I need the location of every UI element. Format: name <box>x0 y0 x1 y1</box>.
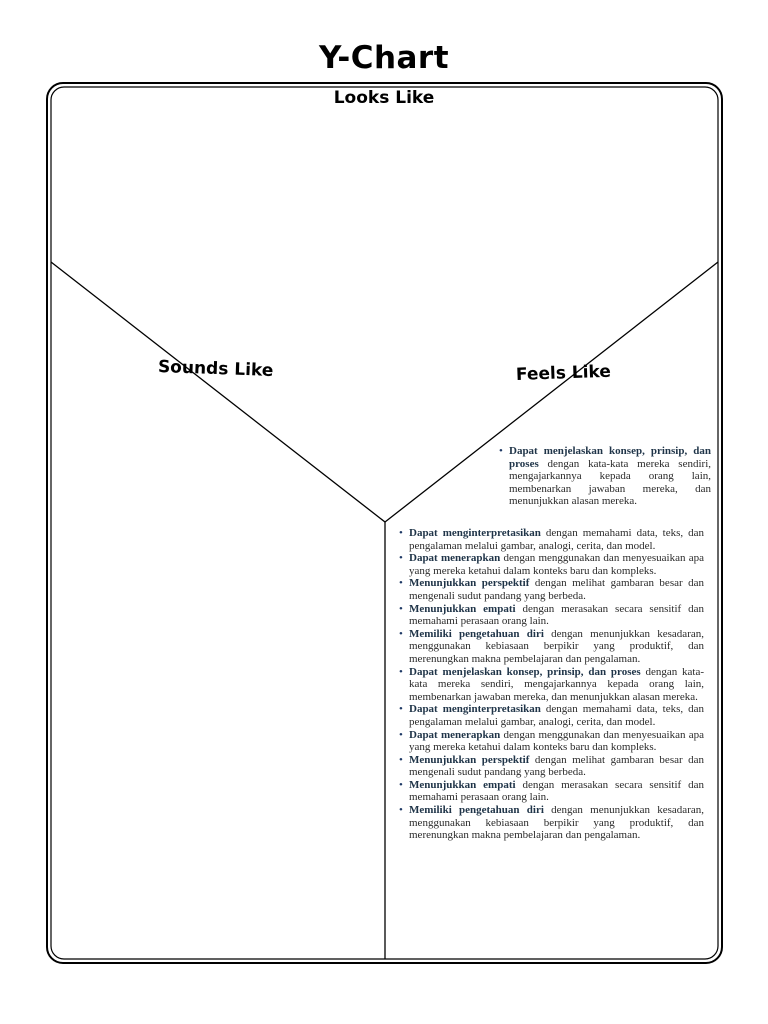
list-item <box>409 804 704 842</box>
list-item-term: Memiliki pengetahuan diri <box>409 804 544 817</box>
list-item <box>409 552 704 577</box>
list-item-text: dengan melihat gambaran besar dan mengenali sudut pandang yang berbeda. <box>409 577 704 602</box>
list-item <box>409 527 704 552</box>
description-list <box>398 527 704 842</box>
list-item-text: dengan memahami data, teks, dan pengalaman melalui gambar, analogi, cerita, dan model. <box>409 527 704 552</box>
looks-like-label: Looks Like <box>333 88 435 108</box>
list-item <box>509 445 711 508</box>
feels-like-label: Feels Like <box>515 361 612 385</box>
list-item-text: dengan memahami data, teks, dan pengalaman melalui gambar, analogi, cerita, dan model. <box>409 703 704 728</box>
list-item <box>409 628 704 666</box>
list-item-text: dengan menggunakan dan menyesuaikan apa yang mereka ketahui dalam konteks baru dan kompleks. <box>409 552 704 577</box>
list-item-text: dengan merasakan secara sensitif dan memahami perasaan orang lain. <box>409 602 704 628</box>
list-item-text: dengan menggunakan dan menyesuaikan apa yang mereka ketahui dalam konteks baru dan kompleks. <box>409 728 704 754</box>
list-item-text: dengan menunjukkan kesadaran, menggunakan kebiasaan berpikir yang produktif, dan merenungkan makna pembelajaran dan pengalaman. <box>409 804 704 842</box>
list-item-term: Dapat menginterpretasikan <box>409 703 541 716</box>
list-item <box>409 779 704 804</box>
list-item <box>409 703 704 728</box>
list-item-term: Dapat menjelaskan konsep, prinsip, dan proses <box>509 445 711 470</box>
list-item <box>409 666 704 704</box>
list-item-term: Menunjukkan perspektif <box>409 577 530 590</box>
list-item-term: Dapat menginterpretasikan <box>409 527 541 539</box>
list-item-term: Dapat menerapkan <box>409 728 501 741</box>
list-item-term: Memiliki pengetahuan diri <box>409 627 544 640</box>
list-item-term: Menunjukkan empati <box>409 778 516 791</box>
list-item-text: dengan melihat gambaran besar dan mengenali sudut pandang yang berbeda. <box>409 753 704 779</box>
list-item-term: Dapat menerapkan <box>409 552 501 565</box>
page-title: Y-Chart <box>318 40 450 76</box>
list-item <box>409 603 704 628</box>
list-item <box>409 577 704 602</box>
list-item-term: Menunjukkan empati <box>409 602 516 615</box>
list-item <box>409 754 704 779</box>
sounds-like-label: Sounds Like <box>157 357 274 382</box>
list-item-text: dengan kata-kata mereka sendiri, mengajarkannya kepada orang lain, membenarkan jawaban mereka, dan menunjukkan alasan mereka. <box>409 665 704 703</box>
list-item-term: Menunjukkan perspektif <box>409 753 530 766</box>
list-item-text: dengan merasakan secara sensitif dan memahami perasaan orang lain. <box>409 778 704 804</box>
y-left-arm <box>51 262 385 522</box>
list-item-text: dengan menunjukkan kesadaran, menggunakan kebiasaan berpikir yang produktif, dan merenungkan makna pembelajaran dan pengalaman. <box>409 627 704 665</box>
list-item-term: Dapat menjelaskan konsep, prinsip, dan proses <box>409 665 641 678</box>
list-item-text: dengan kata-kata mereka sendiri, mengajarkannya kepada orang lain, membenarkan jawaban mereka, dan menunjukkan alasan mereka. <box>509 457 711 508</box>
feels-like-list <box>498 445 711 508</box>
list-item <box>409 729 704 754</box>
